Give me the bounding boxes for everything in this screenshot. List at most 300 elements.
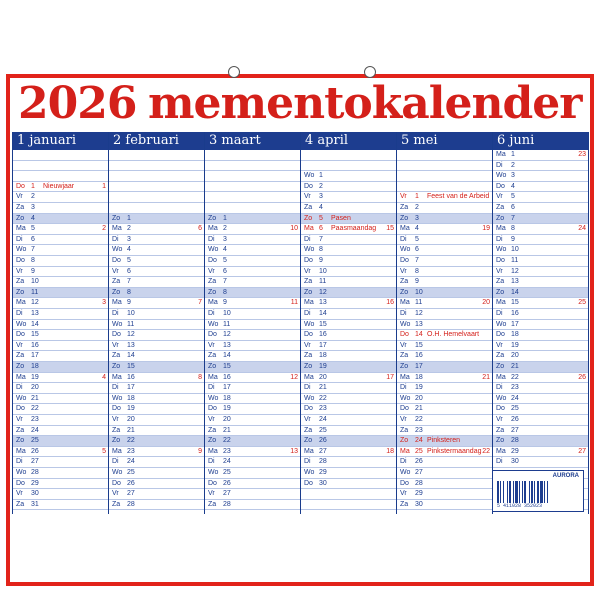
day-number: 11 — [223, 320, 231, 328]
day-name: Ma — [400, 373, 410, 381]
barcode-bar — [531, 481, 533, 503]
day-row — [301, 436, 397, 447]
day-name: Za — [16, 426, 25, 434]
day-number: 7 — [319, 235, 323, 243]
day-name: Wo — [496, 320, 507, 328]
day-row — [13, 203, 109, 214]
barcode-bar — [524, 481, 526, 503]
day-row — [397, 224, 493, 235]
day-row — [397, 362, 493, 373]
day-row — [397, 404, 493, 415]
day-row — [493, 256, 589, 267]
day-number: 8 — [319, 246, 323, 254]
empty-row — [397, 182, 493, 193]
day-row — [301, 298, 397, 309]
day-row — [301, 309, 397, 320]
day-number: 20 — [415, 394, 423, 402]
day-number: 3 — [511, 172, 515, 180]
day-row — [109, 298, 205, 309]
day-row — [493, 277, 589, 288]
day-name: Di — [208, 458, 215, 466]
day-row — [205, 351, 301, 362]
day-name: Wo — [208, 394, 219, 402]
day-number: 19 — [415, 384, 423, 392]
day-name: Wo — [496, 172, 507, 180]
day-name: Zo — [16, 288, 25, 296]
day-name: Wo — [208, 469, 219, 476]
day-row — [493, 447, 589, 458]
day-row — [493, 457, 589, 468]
day-row — [493, 373, 589, 384]
day-row — [13, 330, 109, 341]
day-row — [493, 214, 589, 225]
week-number: 27 — [578, 447, 586, 455]
day-row — [109, 383, 205, 394]
day-row — [13, 309, 109, 320]
day-name: Vr — [112, 267, 119, 275]
empty-row — [397, 161, 493, 172]
day-number: 1 — [415, 193, 419, 201]
day-number: 27 — [31, 458, 39, 466]
day-name: Do — [16, 182, 25, 190]
day-number: 11 — [415, 299, 423, 307]
day-row — [397, 298, 493, 309]
day-number: 12 — [319, 288, 327, 296]
day-name: Vr — [400, 341, 407, 349]
week-number: 18 — [386, 447, 394, 455]
day-name: Zo — [208, 288, 217, 296]
day-row — [493, 330, 589, 341]
day-number: 29 — [319, 469, 327, 476]
day-number: 16 — [127, 373, 135, 381]
day-number: 24 — [511, 394, 519, 402]
week-number: 23 — [578, 151, 586, 158]
empty-row — [205, 161, 301, 172]
day-row — [109, 245, 205, 256]
month-header: 5 mei — [397, 132, 493, 150]
empty-row — [109, 161, 205, 172]
day-row — [397, 330, 493, 341]
barcode-bar — [497, 481, 499, 503]
day-name: Do — [496, 182, 505, 190]
day-name: Wo — [112, 246, 123, 254]
day-name: Za — [304, 352, 313, 360]
day-number: 26 — [511, 416, 519, 423]
day-number: 2 — [31, 193, 35, 201]
day-number: 28 — [415, 479, 423, 487]
barcode-bar — [544, 481, 545, 503]
day-number: 29 — [415, 490, 423, 498]
day-name: Do — [16, 405, 25, 413]
day-row — [205, 298, 301, 309]
day-name: Za — [16, 352, 25, 360]
day-name: Vr — [208, 416, 215, 423]
day-number: 29 — [31, 479, 39, 487]
day-number: 15 — [319, 320, 327, 328]
month-column — [492, 132, 588, 514]
barcode-bar — [537, 481, 539, 503]
day-name: Wo — [304, 172, 315, 180]
day-name: Za — [208, 352, 217, 360]
week-number: 2 — [102, 225, 106, 233]
day-name: Wo — [208, 320, 219, 328]
day-row — [109, 351, 205, 362]
day-row — [205, 256, 301, 267]
day-number: 14 — [415, 331, 423, 339]
day-name: Za — [496, 204, 505, 211]
barcode-bar — [534, 481, 535, 503]
day-row — [109, 341, 205, 352]
day-name: Zo — [304, 363, 313, 370]
day-row — [109, 404, 205, 415]
day-row — [493, 245, 589, 256]
barcode-bar — [519, 481, 520, 503]
day-name: Ma — [304, 299, 314, 307]
barcode-bar — [509, 481, 511, 503]
day-name: Do — [208, 405, 217, 413]
day-number: 10 — [319, 267, 327, 275]
day-name: Do — [112, 479, 121, 487]
day-row — [13, 320, 109, 331]
day-row — [301, 288, 397, 299]
empty-row — [205, 192, 301, 203]
week-number: 15 — [386, 225, 394, 233]
week-number: 8 — [198, 373, 202, 381]
day-number: 18 — [415, 373, 423, 381]
day-name: Ma — [208, 373, 218, 381]
empty-row — [13, 171, 109, 182]
day-name: Wo — [112, 469, 123, 476]
month-header: 3 maart — [205, 132, 301, 150]
day-row — [13, 351, 109, 362]
holiday-label: Paasmaandag — [331, 225, 377, 233]
day-name: Wo — [400, 320, 411, 328]
day-row — [13, 256, 109, 267]
day-number: 7 — [415, 257, 419, 264]
day-name: Ma — [496, 373, 506, 381]
day-name: Zo — [400, 214, 409, 222]
day-row — [205, 235, 301, 246]
day-name: Za — [400, 500, 409, 508]
day-number: 24 — [127, 458, 135, 466]
day-number: 25 — [511, 405, 519, 413]
day-number: 9 — [415, 278, 419, 286]
day-row — [13, 436, 109, 447]
day-number: 22 — [415, 416, 423, 423]
day-row — [301, 394, 397, 405]
day-name: Ma — [304, 373, 314, 381]
day-name: Di — [400, 458, 407, 466]
day-row — [397, 351, 493, 362]
day-row — [205, 447, 301, 458]
day-name: Di — [496, 310, 503, 317]
day-row — [493, 161, 589, 172]
day-row — [397, 288, 493, 299]
day-row — [109, 436, 205, 447]
day-number: 19 — [511, 341, 519, 349]
day-row — [205, 362, 301, 373]
month-header: 2 februari — [109, 132, 205, 150]
day-number: 26 — [127, 479, 135, 487]
day-number: 24 — [31, 426, 39, 434]
day-name: Zo — [16, 363, 25, 370]
holiday-label: Pasen — [331, 214, 351, 222]
day-row — [397, 373, 493, 384]
day-name: Vr — [496, 341, 503, 349]
day-name: Wo — [112, 394, 123, 402]
day-number: 28 — [223, 500, 231, 508]
day-name: Za — [304, 204, 313, 211]
day-row — [301, 426, 397, 437]
calendar-year: 2026 — [18, 78, 137, 129]
day-name: Zo — [16, 437, 25, 445]
day-number: 25 — [127, 469, 135, 476]
day-number: 5 — [31, 225, 35, 233]
week-number: 12 — [290, 373, 298, 381]
day-row — [397, 479, 493, 490]
day-row — [205, 489, 301, 500]
day-row — [397, 436, 493, 447]
holiday-label: Pinkstermaandag — [427, 447, 482, 455]
week-number: 9 — [198, 447, 202, 455]
day-name: Zo — [16, 214, 25, 222]
day-name: Di — [208, 310, 215, 317]
day-name: Di — [16, 235, 23, 243]
day-number: 12 — [415, 310, 423, 317]
barcode-bar — [515, 481, 518, 503]
holiday-label: O.H. Hemelvaart — [427, 331, 480, 339]
day-number: 10 — [223, 310, 231, 317]
day-name: Zo — [400, 437, 409, 445]
week-number: 21 — [482, 373, 490, 381]
day-row — [493, 341, 589, 352]
day-row — [301, 330, 397, 341]
day-name: Vr — [304, 193, 311, 201]
day-number: 23 — [127, 447, 135, 455]
day-number: 16 — [31, 341, 39, 349]
day-name: Di — [304, 310, 311, 317]
day-row — [493, 298, 589, 309]
month-header: 6 juni — [493, 132, 589, 150]
day-number: 20 — [511, 352, 519, 360]
day-row — [13, 426, 109, 437]
day-name: Za — [208, 500, 217, 508]
day-row — [205, 330, 301, 341]
day-number: 19 — [127, 405, 135, 413]
week-number: 10 — [290, 225, 298, 233]
day-number: 12 — [31, 299, 39, 307]
day-row — [13, 415, 109, 426]
day-number: 30 — [319, 479, 327, 487]
barcode-bar — [513, 481, 514, 503]
day-name: Zo — [208, 437, 217, 445]
day-row — [109, 468, 205, 479]
day-row — [205, 320, 301, 331]
day-name: Do — [208, 479, 217, 487]
day-name: Vr — [304, 416, 311, 423]
day-number: 3 — [415, 214, 419, 222]
day-name: Za — [496, 426, 505, 434]
day-row — [493, 320, 589, 331]
week-number: 6 — [198, 225, 202, 233]
day-number: 14 — [127, 352, 135, 360]
day-name: Za — [400, 278, 409, 286]
day-number: 8 — [127, 288, 131, 296]
day-number: 7 — [511, 214, 515, 222]
day-name: Di — [16, 458, 23, 466]
empty-row — [109, 182, 205, 193]
day-number: 20 — [31, 384, 39, 392]
day-number: 21 — [223, 426, 231, 434]
day-row — [397, 235, 493, 246]
day-name: Ma — [16, 299, 26, 307]
day-number: 12 — [223, 331, 231, 339]
day-number: 3 — [223, 235, 227, 243]
day-name: Do — [400, 405, 409, 413]
day-name: Wo — [400, 469, 411, 476]
day-row — [301, 224, 397, 235]
day-number: 7 — [31, 246, 35, 254]
day-number: 22 — [511, 373, 519, 381]
week-number: 7 — [198, 299, 202, 307]
day-name: Di — [208, 384, 215, 392]
day-row — [205, 267, 301, 278]
day-row — [13, 404, 109, 415]
day-name: Wo — [208, 246, 219, 254]
calendar-title: mementokalender — [148, 78, 582, 129]
day-number: 2 — [511, 161, 515, 169]
day-number: 12 — [127, 331, 135, 339]
day-number: 10 — [511, 246, 519, 254]
day-number: 4 — [223, 246, 227, 254]
day-row — [301, 351, 397, 362]
day-number: 16 — [415, 352, 423, 360]
day-row — [493, 171, 589, 182]
day-name: Wo — [400, 394, 411, 402]
holiday-label: Pinksteren — [427, 437, 461, 445]
day-name: Za — [304, 278, 313, 286]
day-row — [13, 288, 109, 299]
day-name: Vr — [112, 490, 119, 498]
day-number: 18 — [223, 394, 231, 402]
barcode-number: 5 411028 352023 — [497, 503, 543, 509]
day-name: Zo — [400, 363, 409, 370]
day-row — [301, 182, 397, 193]
empty-row — [109, 192, 205, 203]
day-row — [397, 383, 493, 394]
day-name: Do — [16, 331, 25, 339]
day-number: 2 — [223, 225, 227, 233]
day-name: Wo — [304, 469, 315, 476]
day-row — [301, 256, 397, 267]
week-number: 3 — [102, 299, 106, 307]
week-number: 24 — [578, 225, 586, 233]
day-name: Zo — [304, 437, 313, 445]
day-name: Ma — [496, 447, 506, 455]
day-row — [301, 383, 397, 394]
day-name: Za — [112, 500, 121, 508]
day-number: 6 — [223, 267, 227, 275]
day-number: 18 — [319, 352, 327, 360]
day-row — [13, 214, 109, 225]
day-name: Vr — [496, 267, 503, 275]
day-number: 31 — [31, 500, 39, 508]
day-row — [205, 224, 301, 235]
month-column — [300, 132, 396, 514]
day-row — [109, 267, 205, 278]
day-row — [109, 309, 205, 320]
day-name: Vr — [400, 416, 407, 423]
day-row — [493, 267, 589, 278]
day-number: 13 — [31, 310, 39, 317]
day-row — [13, 341, 109, 352]
day-row — [13, 245, 109, 256]
barcode-bar — [500, 481, 501, 503]
day-number: 19 — [31, 373, 39, 381]
day-name: Do — [304, 257, 313, 264]
day-name: Di — [304, 384, 311, 392]
day-name: Zo — [496, 437, 505, 445]
day-row — [205, 373, 301, 384]
day-number: 23 — [319, 405, 327, 413]
day-number: 14 — [223, 352, 231, 360]
day-name: Za — [304, 426, 313, 434]
month-column — [204, 132, 300, 514]
day-name: Do — [208, 257, 217, 264]
day-name: Di — [16, 310, 23, 317]
day-number: 18 — [127, 394, 135, 402]
day-name: Do — [304, 331, 313, 339]
day-number: 17 — [415, 363, 423, 370]
day-number: 26 — [223, 479, 231, 487]
day-row — [109, 362, 205, 373]
day-row — [493, 309, 589, 320]
day-name: Za — [400, 426, 409, 434]
day-name: Zo — [496, 363, 505, 370]
day-row — [109, 235, 205, 246]
barcode-bar — [529, 481, 530, 503]
day-row — [397, 267, 493, 278]
day-row — [397, 245, 493, 256]
day-row — [13, 457, 109, 468]
day-number: 7 — [127, 278, 131, 286]
day-name: Ma — [208, 225, 218, 233]
day-number: 2 — [127, 225, 131, 233]
day-name: Wo — [112, 320, 123, 328]
day-row — [397, 426, 493, 437]
day-number: 10 — [31, 278, 39, 286]
day-name: Di — [112, 384, 119, 392]
day-number: 15 — [31, 331, 39, 339]
day-name: Wo — [16, 246, 27, 254]
day-name: Ma — [400, 447, 410, 455]
day-name: Zo — [304, 214, 313, 222]
day-number: 5 — [223, 257, 227, 264]
day-number: 30 — [511, 458, 519, 466]
grid-edge — [588, 132, 589, 514]
day-name: Zo — [304, 288, 313, 296]
day-number: 28 — [127, 500, 135, 508]
day-name: Vr — [112, 416, 119, 423]
day-row — [397, 500, 493, 511]
day-number: 21 — [415, 405, 423, 413]
day-row — [493, 404, 589, 415]
week-number: 4 — [102, 373, 106, 381]
empty-row — [109, 150, 205, 161]
day-row — [397, 203, 493, 214]
day-name: Do — [16, 479, 25, 487]
day-name: Ma — [112, 299, 122, 307]
